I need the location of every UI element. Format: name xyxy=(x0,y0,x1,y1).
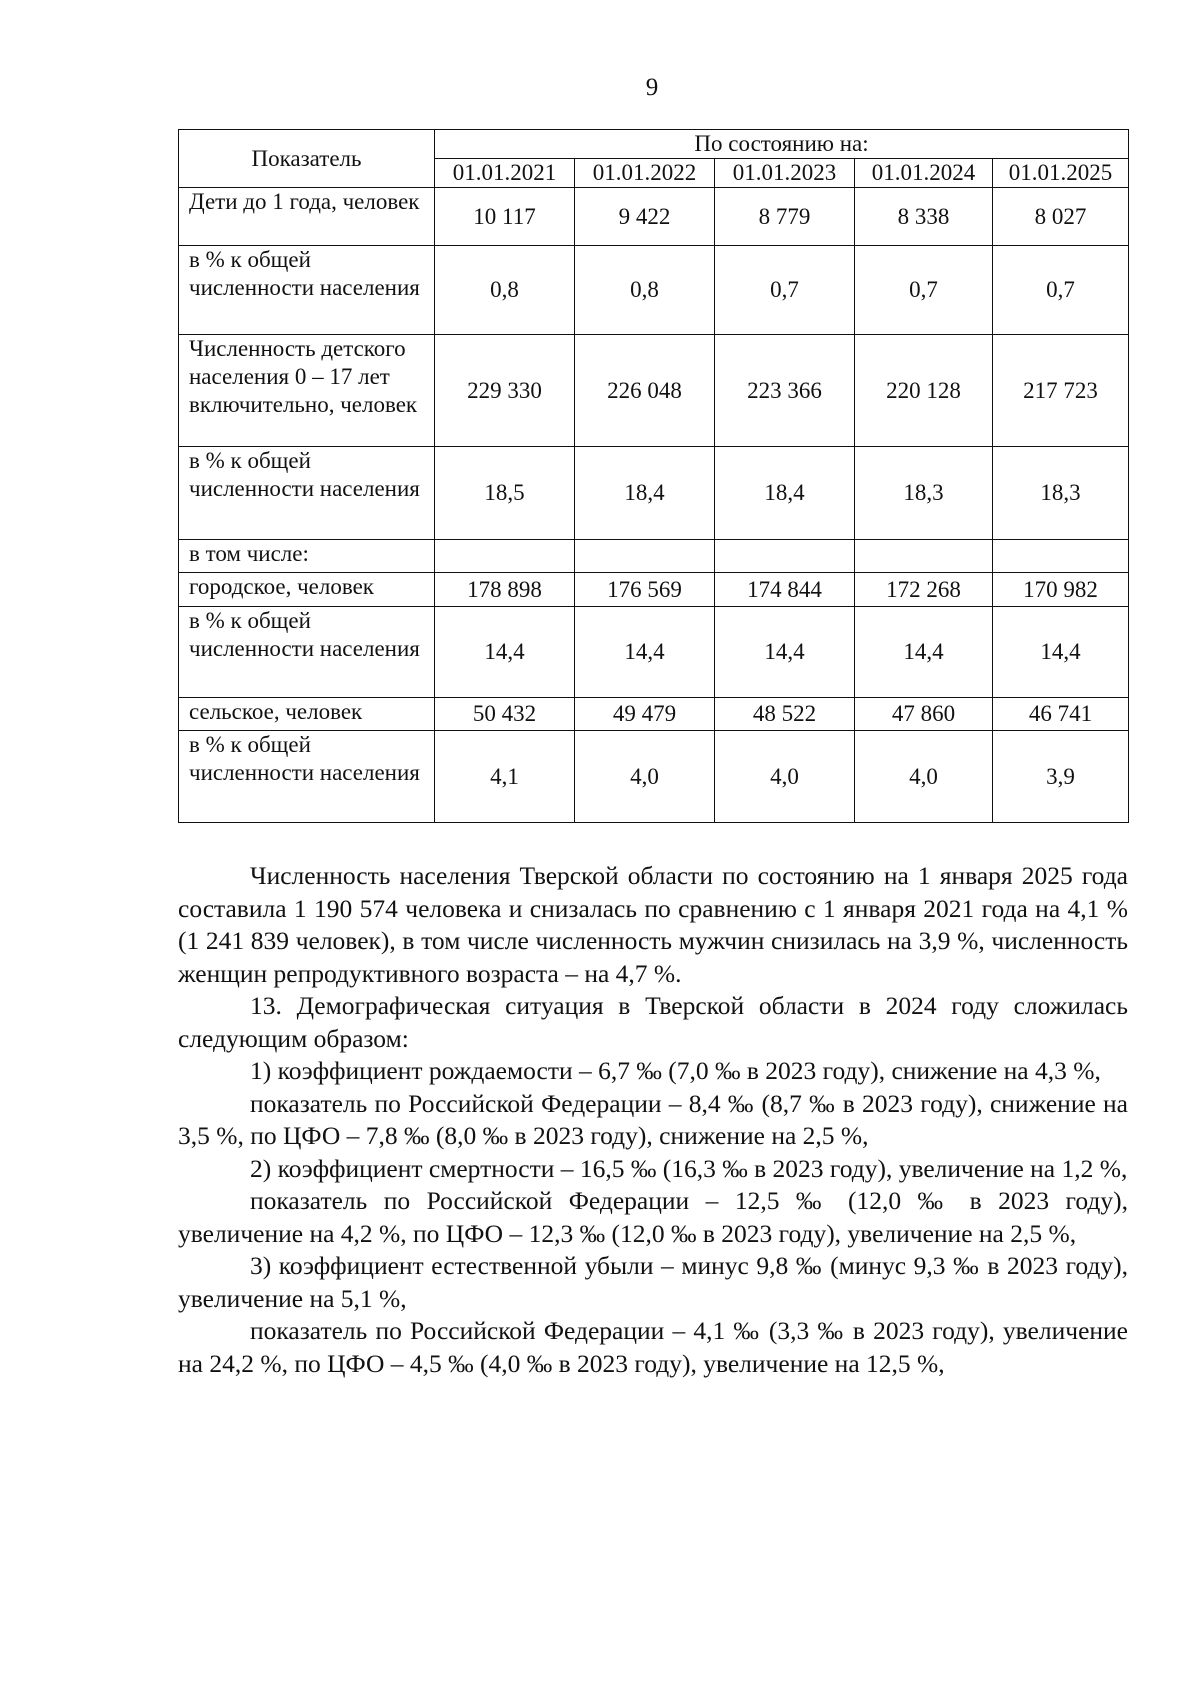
row-label: Дети до 1 года, человек xyxy=(179,188,435,246)
paragraph: 1) коэффициент рождаемости – 6,7 ‰ (7,0 ‰ в 2023 году), снижение на 4,3 %, xyxy=(250,1056,1101,1085)
cell-value: 8 779 xyxy=(715,188,855,246)
cell-value: 4,0 xyxy=(575,731,715,823)
demographics-table xyxy=(178,129,1129,823)
row-label: городское, человек xyxy=(179,573,435,607)
cell-value: 174 844 xyxy=(715,573,855,607)
body-text xyxy=(178,860,1128,1380)
cell-value: 4,0 xyxy=(855,731,993,823)
cell-value: 48 522 xyxy=(715,698,855,731)
cell-value: 229 330 xyxy=(435,335,575,447)
cell-value xyxy=(575,540,715,573)
table-row xyxy=(179,447,1129,540)
cell-value xyxy=(435,540,575,573)
table-row xyxy=(179,540,1129,573)
cell-value: 14,4 xyxy=(855,607,993,698)
date-header: 01.01.2025 xyxy=(993,159,1129,188)
date-header: 01.01.2022 xyxy=(575,159,715,188)
page-number: 9 xyxy=(645,74,659,101)
cell-value: 176 569 xyxy=(575,573,715,607)
cell-value: 8 338 xyxy=(855,188,993,246)
cell-value: 47 860 xyxy=(855,698,993,731)
cell-value: 18,5 xyxy=(435,447,575,540)
table-row xyxy=(179,698,1129,731)
paragraph: 3) коэффициент естественной убыли – минус 9,8 ‰ (минус 9,3 ‰ в 2023 году), увеличение на 5,1 %, xyxy=(178,1251,1128,1313)
cell-value: 0,8 xyxy=(575,246,715,335)
date-header: 01.01.2024 xyxy=(855,159,993,188)
cell-value: 220 128 xyxy=(855,335,993,447)
table-row xyxy=(179,573,1129,607)
row-label: в % к общей численности населения xyxy=(179,731,435,823)
table-row xyxy=(179,246,1129,335)
table-row xyxy=(179,731,1129,823)
table-row xyxy=(179,607,1129,698)
cell-value: 14,4 xyxy=(575,607,715,698)
cell-value: 0,7 xyxy=(715,246,855,335)
cell-value: 18,4 xyxy=(715,447,855,540)
row-label: в % к общей численности населения xyxy=(179,447,435,540)
row-label: в % к общей численности населения xyxy=(179,607,435,698)
cell-value: 9 422 xyxy=(575,188,715,246)
row-label: в % к общей численности населения xyxy=(179,246,435,335)
indicator-header: Показатель xyxy=(179,130,435,188)
cell-value: 18,3 xyxy=(993,447,1129,540)
date-header: 01.01.2023 xyxy=(715,159,855,188)
cell-value: 14,4 xyxy=(993,607,1129,698)
table-row xyxy=(179,335,1129,447)
cell-value: 14,4 xyxy=(435,607,575,698)
cell-value: 172 268 xyxy=(855,573,993,607)
cell-value: 178 898 xyxy=(435,573,575,607)
cell-value: 18,4 xyxy=(575,447,715,540)
row-label: Численность детского населения 0 – 17 лет включительно, человек xyxy=(179,335,435,447)
cell-value: 46 741 xyxy=(993,698,1129,731)
row-label: сельское, человек xyxy=(179,698,435,731)
paragraph: показатель по Российской Федерации – 12,5 ‰ (12,0 ‰ в 2023 году), увеличение на 4,2 %, по ЦФО – 12,3 ‰ (12,0 ‰ в 2023 году), увеличение на 2,5 %, xyxy=(178,1186,1128,1248)
cell-value: 18,3 xyxy=(855,447,993,540)
paragraph: 2) коэффициент смертности – 16,5 ‰ (16,3 ‰ в 2023 году), увеличение на 1,2 %, xyxy=(250,1153,1128,1183)
cell-value: 4,0 xyxy=(715,731,855,823)
cell-value xyxy=(993,540,1129,573)
cell-value: 50 432 xyxy=(435,698,575,731)
cell-value: 8 027 xyxy=(993,188,1129,246)
paragraph: показатель по Российской Федерации – 8,4 ‰ (8,7 ‰ в 2023 году), снижение на 3,5 %, по ЦФО – 7,8 ‰ (8,0 ‰ в 2023 году), снижение на 2,5 %, xyxy=(178,1088,1128,1150)
cell-value: 49 479 xyxy=(575,698,715,731)
group-header: По состоянию на: xyxy=(435,130,1129,159)
date-header: 01.01.2021 xyxy=(435,159,575,188)
cell-value: 223 366 xyxy=(715,335,855,447)
cell-value: 3,9 xyxy=(993,731,1129,823)
table-row xyxy=(179,188,1129,246)
cell-value: 0,7 xyxy=(993,246,1129,335)
paragraph: 13. Демографическая ситуация в Тверской области в 2024 году сложилась следующим образом: xyxy=(178,991,1128,1053)
cell-value xyxy=(715,540,855,573)
cell-value: 10 117 xyxy=(435,188,575,246)
cell-value xyxy=(855,540,993,573)
paragraph: Численность населения Тверской области по состоянию на 1 января 2025 года составила 1 190 574 человека и снизалась по сравнению с 1 января 2021 года на 4,1 % (1 241 839 человек), в том числе численность мужчин снизилась на 3,9 %, численность женщин репродуктивного возраста – на 4,7 %. xyxy=(178,861,1128,988)
paragraph: показатель по Российской Федерации – 4,1 ‰ (3,3 ‰ в 2023 году), увеличение на 24,2 %, по ЦФО – 4,5 ‰ (4,0 ‰ в 2023 году), увеличение на 12,5 %, xyxy=(178,1316,1128,1378)
cell-value: 217 723 xyxy=(993,335,1129,447)
cell-value: 0,8 xyxy=(435,246,575,335)
cell-value: 226 048 xyxy=(575,335,715,447)
cell-value: 4,1 xyxy=(435,731,575,823)
row-label: в том числе: xyxy=(179,540,435,573)
cell-value: 14,4 xyxy=(715,607,855,698)
cell-value: 170 982 xyxy=(993,573,1129,607)
cell-value: 0,7 xyxy=(855,246,993,335)
